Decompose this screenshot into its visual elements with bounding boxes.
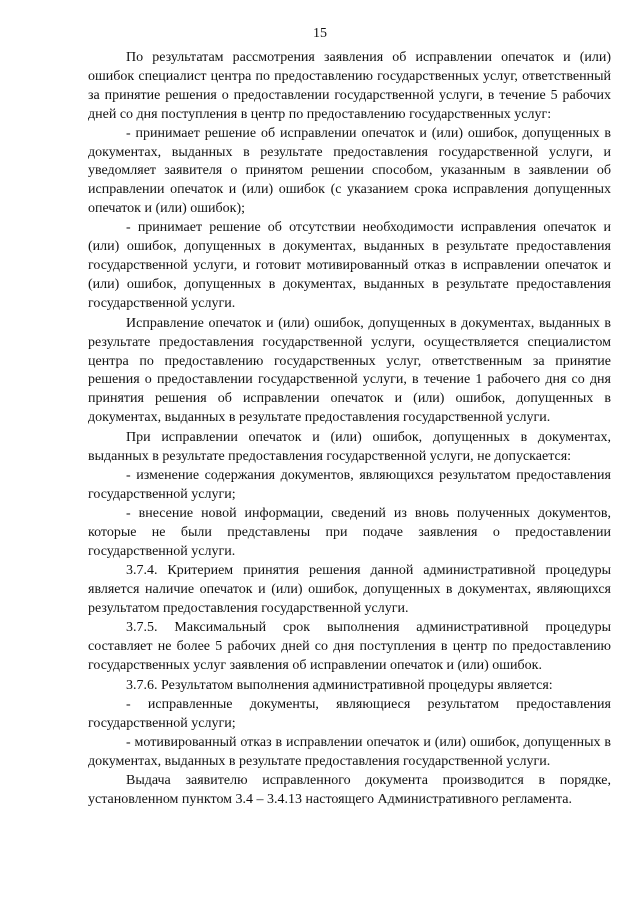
list-item-new-info: - внесение новой информации, сведений из вновь полученных документов, которые не были представлены при подаче заявления о предоставлении государственной услуги. — [88, 505, 611, 559]
paragraph-not-allowed: При исправлении опечаток и (или) ошибок, допущенных в документах, выданных в результате предоставления государственной услуги, не допускается: — [88, 430, 611, 465]
paragraph-intro: По результатам рассмотрения заявления об исправлении опечаток и (или) ошибок специалист центра по предоставлению государственных услуг, ответственный за принятие решения о предоставлении государственной услуги, в течение 5 рабочих дней со дня поступления в центр по предоставлению государственных услуг: — [88, 50, 611, 122]
paragraph-decision-correct: - принимает решение об исправлении опечаток и (или) ошибок, допущенных в документах, выданных в результате предоставления государственной услуги, и уведомляет заявителя о принятом решении способом, указанным в заявлении об исправлении опечаток и (или) ошибок (с указанием срока исправления допущенных опечаток и (или) ошибок); — [88, 125, 611, 217]
paragraph-issuance: Выдача заявителю исправленного документа производится в порядке, установленном пунктом 3.4 – 3.4.13 настоящего Административного регламента. — [88, 773, 611, 808]
page-number: 15 — [313, 26, 327, 41]
list-item-corrected-docs: - исправленные документы, являющиеся результатом предоставления государственной услуги; — [88, 696, 611, 731]
paragraph-decision-refuse: - принимает решение об отсутствии необходимости исправления опечаток и (или) ошибок, допущенных в документах, выданных в результате предоставления государственной услуги, и готовит мотивированный отказ в исправлении опечаток и (или) ошибок, допущенных в документах, выданных в результате предоставления государственной услуги. — [88, 220, 611, 311]
paragraph-3-7-5: 3.7.5. Максимальный срок выполнения административной процедуры составляет не более 5 рабочих дней со дня поступления в центр по предоставлению государственных услуг заявления об исправлении опечаток и (или) ошибок. — [88, 620, 611, 673]
list-item-content-change: - изменение содержания документов, являющихся результатом предоставления государственной услуги; — [88, 467, 611, 502]
list-item-refusal: - мотивированный отказ в исправлении опечаток и (или) ошибок, допущенных в документах, выданных в результате предоставления государственной услуги. — [88, 734, 611, 769]
paragraph-3-7-4: 3.7.4. Критерием принятия решения данной административной процедуры является наличие опечаток и (или) ошибок, допущенных в документах, являющихся результатом предоставления государственной услуги. — [88, 563, 611, 617]
paragraph-correction-term: Исправление опечаток и (или) ошибок, допущенных в документах, выданных в результате предоставления государственной услуги, осуществляется специалистом центра по предоставлению государственных услуг, ответственным за принятие решения о предоставлении государственной услуги, в течение 1 рабочего дня со дня принятия решения об исправлении опечаток и (или) ошибок, допущенных в документах, выданных в результате предоставления государственной услуги. — [88, 315, 611, 426]
paragraph-3-7-6: 3.7.6. Результатом выполнения административной процедуры является: — [126, 677, 553, 693]
document-body — [88, 49, 611, 810]
